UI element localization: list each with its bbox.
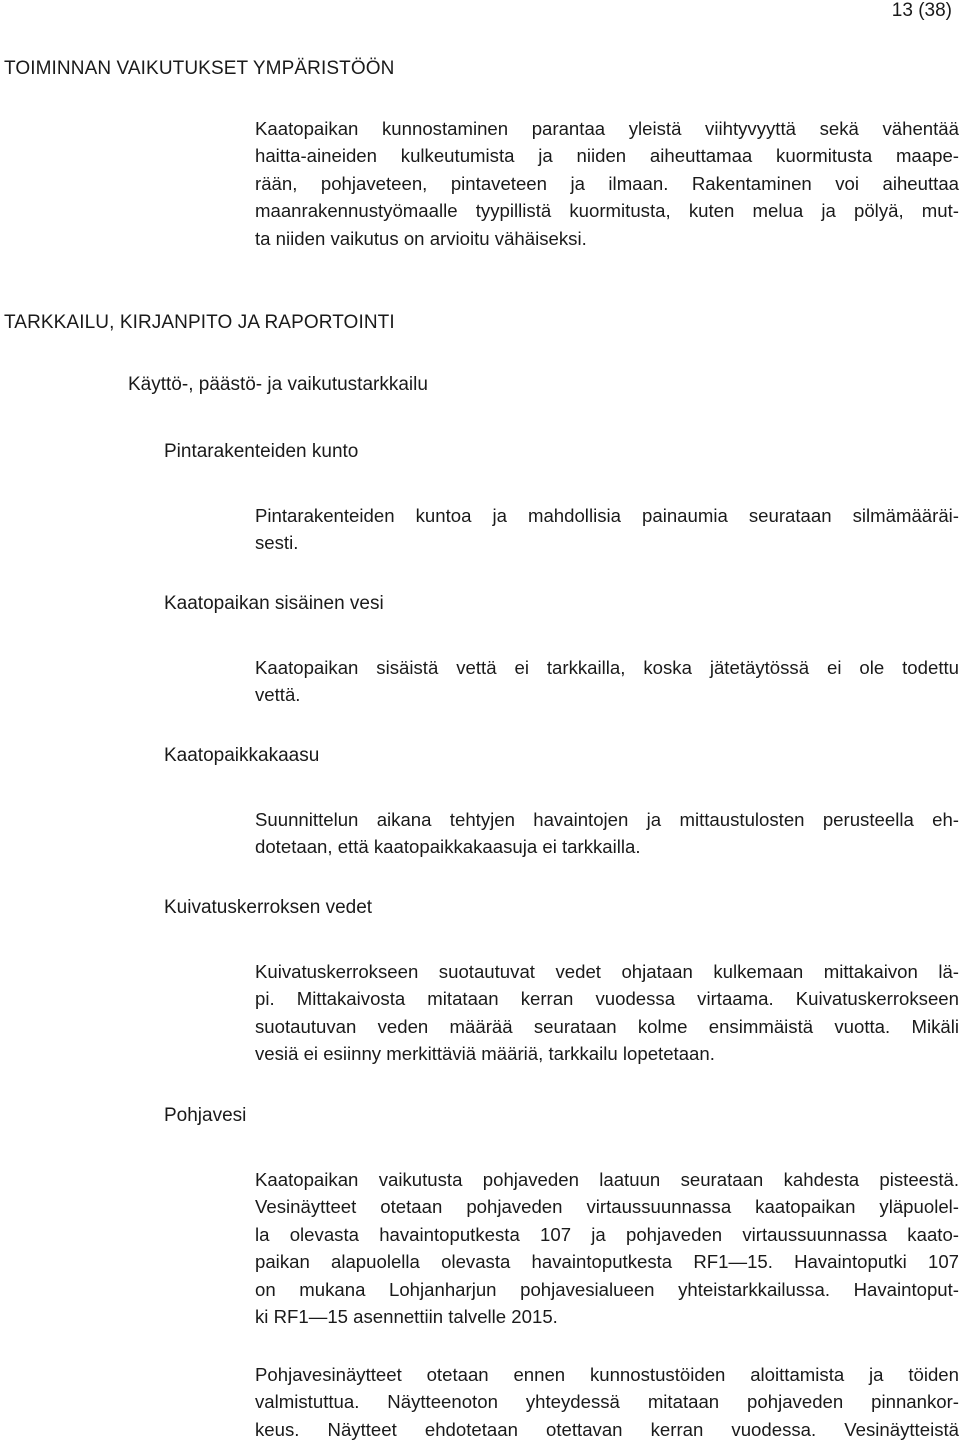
subsection-heading: Käyttö-, päästö- ja vaikutustarkkailu — [128, 374, 428, 395]
text-line: Pintarakenteiden kuntoa ja mahdollisia painaumia seurataan silmämääräi- — [255, 505, 959, 526]
paragraph-groundwater-1 — [255, 1166, 959, 1330]
text-line: Kuivatuskerrokseen suotautuvat vedet ohjataan kulkemaan mittakaivon lä- — [255, 961, 959, 982]
paragraph-landfill-gas — [255, 806, 959, 861]
text-line: Pohjavesinäytteet otetaan ennen kunnostustöiden aloittamista ja töiden — [255, 1364, 959, 1385]
text-line: Kaatopaikan vaikutusta pohjaveden laatuun seurataan kahdesta pisteestä. — [255, 1169, 959, 1190]
text-line: haitta-aineiden kulkeutumista ja niiden aiheuttamaa kuormitusta maape- — [255, 145, 959, 167]
text-line: suotautuvan veden määrää seurataan kolme ensimmäistä vuotta. Mikäli — [255, 1015, 959, 1037]
heading-landfill-gas: Kaatopaikkakaasu — [164, 745, 320, 766]
section-heading-monitoring: TARKKAILU, KIRJANPITO JA RAPORTOINTI — [4, 312, 395, 333]
heading-drainage-water: Kuivatuskerroksen vedet — [164, 897, 373, 918]
paragraph-surface-structures — [255, 502, 959, 557]
heading-surface-structures: Pintarakenteiden kunto — [164, 441, 359, 462]
text-line: Suunnittelun aikana tehtyjen havaintojen ja mittaustulosten perusteella eh- — [255, 809, 959, 830]
text-line: rään, pohjaveteen, pintaveteen ja ilmaan. Rakentaminen voi aiheuttaa — [255, 172, 959, 194]
text-line: vesiä ei esiinny merkittäviä määriä, tarkkailu lopetetaan. — [255, 1043, 715, 1065]
text-line: valmistuttua. Näytteenoton yhteydessä mitataan pohjaveden pinnankor- — [255, 1391, 959, 1413]
text-line: ki RF1—15 asennettiin talvelle 2015. — [255, 1305, 558, 1327]
heading-groundwater: Pohjavesi — [164, 1105, 247, 1126]
paragraph-internal-water — [255, 654, 959, 709]
section-heading-impacts: TOIMINNAN VAIKUTUKSET YMPÄRISTÖÖN — [4, 58, 395, 79]
text-line: la olevasta havaintoputkesta 107 ja pohjaveden virtaussuunnassa kaato- — [255, 1223, 959, 1245]
text-line: sesti. — [255, 532, 299, 554]
text-line: on mukana Lohjanharjun pohjavesialueen yhteistarkkailussa. Havaintoput- — [255, 1278, 959, 1300]
page-number: 13 (38) — [891, 0, 952, 21]
paragraph-groundwater-2 — [255, 1361, 959, 1443]
text-line: dotetaan, että kaatopaikkakaasuja ei tarkkailla. — [255, 836, 641, 858]
text-line: keus. Näytteet ehdotetaan otettavan kerran vuodessa. Vesinäytteistä — [255, 1418, 959, 1440]
text-line: Kaatopaikan kunnostaminen parantaa yleistä viihtyvyyttä sekä vähentää — [255, 118, 959, 139]
text-line: maanrakennustyömaalle tyypillistä kuormitusta, kuten melua ja pölyä, mut- — [255, 200, 959, 222]
text-line: Vesinäytteet otetaan pohjaveden virtaussuunnassa kaatopaikan yläpuolel- — [255, 1196, 959, 1218]
paragraph-impacts — [255, 115, 959, 252]
heading-internal-water: Kaatopaikan sisäinen vesi — [164, 593, 384, 614]
text-line: paikan alapuolella olevasta havaintoputkesta RF1—15. Havaintoputki 107 — [255, 1251, 959, 1273]
text-line: ta niiden vaikutus on arvioitu vähäiseksi. — [255, 227, 587, 249]
text-line: pi. Mittakaivosta mitataan kerran vuodessa virtaama. Kuivatuskerrokseen — [255, 988, 959, 1010]
text-line: Kaatopaikan sisäistä vettä ei tarkkailla, koska jätetäytössä ei ole todettu — [255, 657, 959, 678]
paragraph-drainage-water — [255, 958, 959, 1068]
text-line: vettä. — [255, 684, 301, 706]
